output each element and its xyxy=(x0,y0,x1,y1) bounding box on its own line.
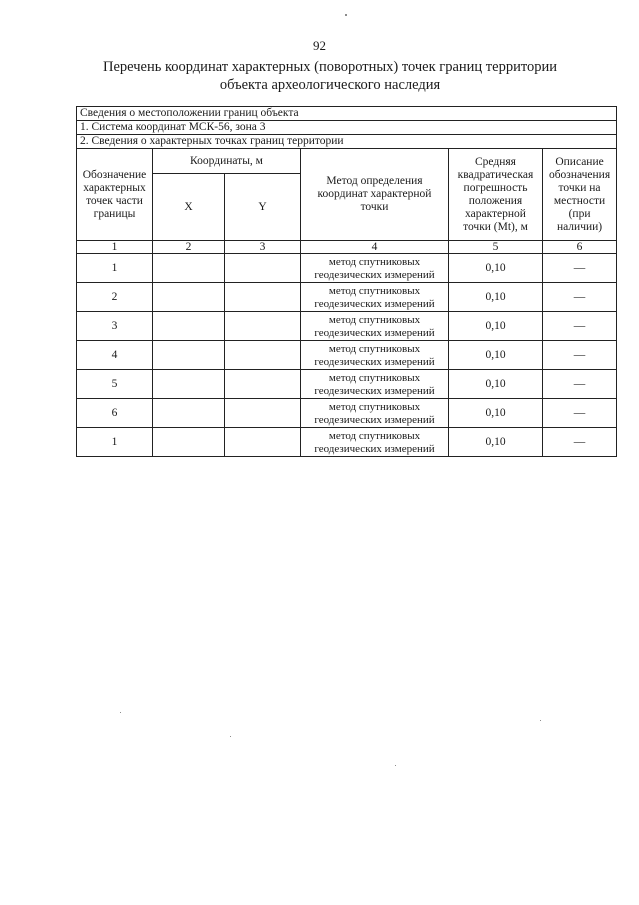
x-cell xyxy=(153,312,225,341)
column-number: 1 xyxy=(77,241,153,254)
header-method: Метод определения координат характерной точки xyxy=(301,149,449,241)
column-number: 5 xyxy=(449,241,543,254)
method-cell: метод спутниковых геодезических измерений xyxy=(301,370,449,399)
column-number: 6 xyxy=(543,241,617,254)
description-cell: — xyxy=(543,254,617,283)
method-cell: метод спутниковых геодезических измерений xyxy=(301,312,449,341)
description-cell: — xyxy=(543,428,617,457)
scan-speck xyxy=(120,712,121,713)
document-title xyxy=(70,58,590,94)
method-cell: метод спутниковых геодезических измерений xyxy=(301,399,449,428)
y-cell xyxy=(225,428,301,457)
error-cell: 0,10 xyxy=(449,428,543,457)
point-cell: 1 xyxy=(77,428,153,457)
table-row xyxy=(77,254,617,283)
error-cell: 0,10 xyxy=(449,399,543,428)
description-cell: — xyxy=(543,370,617,399)
header-designation: Обозначение характерных точек части границы xyxy=(77,149,153,241)
column-number-row xyxy=(77,241,617,254)
info-coordinate-system: 1. Система координат МСК-56, зона 3 xyxy=(77,121,617,135)
x-cell xyxy=(153,341,225,370)
x-cell xyxy=(153,428,225,457)
column-number: 2 xyxy=(153,241,225,254)
header-description: Описание обозначения точки на местности (при наличии) xyxy=(543,149,617,241)
error-cell: 0,10 xyxy=(449,341,543,370)
method-cell: метод спутниковых геодезических измерений xyxy=(301,428,449,457)
table-row xyxy=(77,283,617,312)
page-number: 92 xyxy=(313,38,326,53)
info-points: 2. Сведения о характерных точках границ территории xyxy=(77,135,617,149)
x-cell xyxy=(153,254,225,283)
point-cell: 1 xyxy=(77,254,153,283)
y-cell xyxy=(225,283,301,312)
coordinates-table-wrapper xyxy=(76,106,616,457)
title-line-2: объекта археологического наследия xyxy=(219,77,441,93)
header-x: X xyxy=(153,174,225,241)
header-coordinates: Координаты, м xyxy=(153,149,301,174)
description-cell: — xyxy=(543,312,617,341)
table-row xyxy=(77,428,617,457)
info-row xyxy=(77,135,617,149)
scan-speck xyxy=(230,736,231,737)
title-line-1: Перечень координат характерных (поворотных) точек границ территории xyxy=(102,59,558,75)
info-location: Сведения о местоположении границ объекта xyxy=(77,107,617,121)
table-row xyxy=(77,341,617,370)
info-row xyxy=(77,107,617,121)
y-cell xyxy=(225,312,301,341)
error-cell: 0,10 xyxy=(449,283,543,312)
point-cell: 5 xyxy=(77,370,153,399)
coordinates-table xyxy=(76,106,617,457)
error-cell: 0,10 xyxy=(449,370,543,399)
x-cell xyxy=(153,283,225,312)
header-y: Y xyxy=(225,174,301,241)
error-cell: 0,10 xyxy=(449,254,543,283)
point-cell: 6 xyxy=(77,399,153,428)
table-row xyxy=(77,370,617,399)
y-cell xyxy=(225,254,301,283)
x-cell xyxy=(153,370,225,399)
y-cell xyxy=(225,399,301,428)
scan-speck xyxy=(540,720,541,721)
scan-speck xyxy=(345,14,347,16)
description-cell: — xyxy=(543,341,617,370)
header-error: Средняя квадратическая погрешность положения характерной точки (Mt), м xyxy=(449,149,543,241)
method-cell: метод спутниковых геодезических измерений xyxy=(301,283,449,312)
point-cell: 4 xyxy=(77,341,153,370)
y-cell xyxy=(225,341,301,370)
table-row xyxy=(77,399,617,428)
x-cell xyxy=(153,399,225,428)
column-number: 4 xyxy=(301,241,449,254)
scan-speck xyxy=(395,765,396,766)
point-cell: 3 xyxy=(77,312,153,341)
error-cell: 0,10 xyxy=(449,312,543,341)
column-number: 3 xyxy=(225,241,301,254)
point-cell: 2 xyxy=(77,283,153,312)
description-cell: — xyxy=(543,399,617,428)
method-cell: метод спутниковых геодезических измерений xyxy=(301,341,449,370)
table-row xyxy=(77,312,617,341)
method-cell: метод спутниковых геодезических измерений xyxy=(301,254,449,283)
header-row xyxy=(77,149,617,174)
info-row xyxy=(77,121,617,135)
description-cell: — xyxy=(543,283,617,312)
y-cell xyxy=(225,370,301,399)
